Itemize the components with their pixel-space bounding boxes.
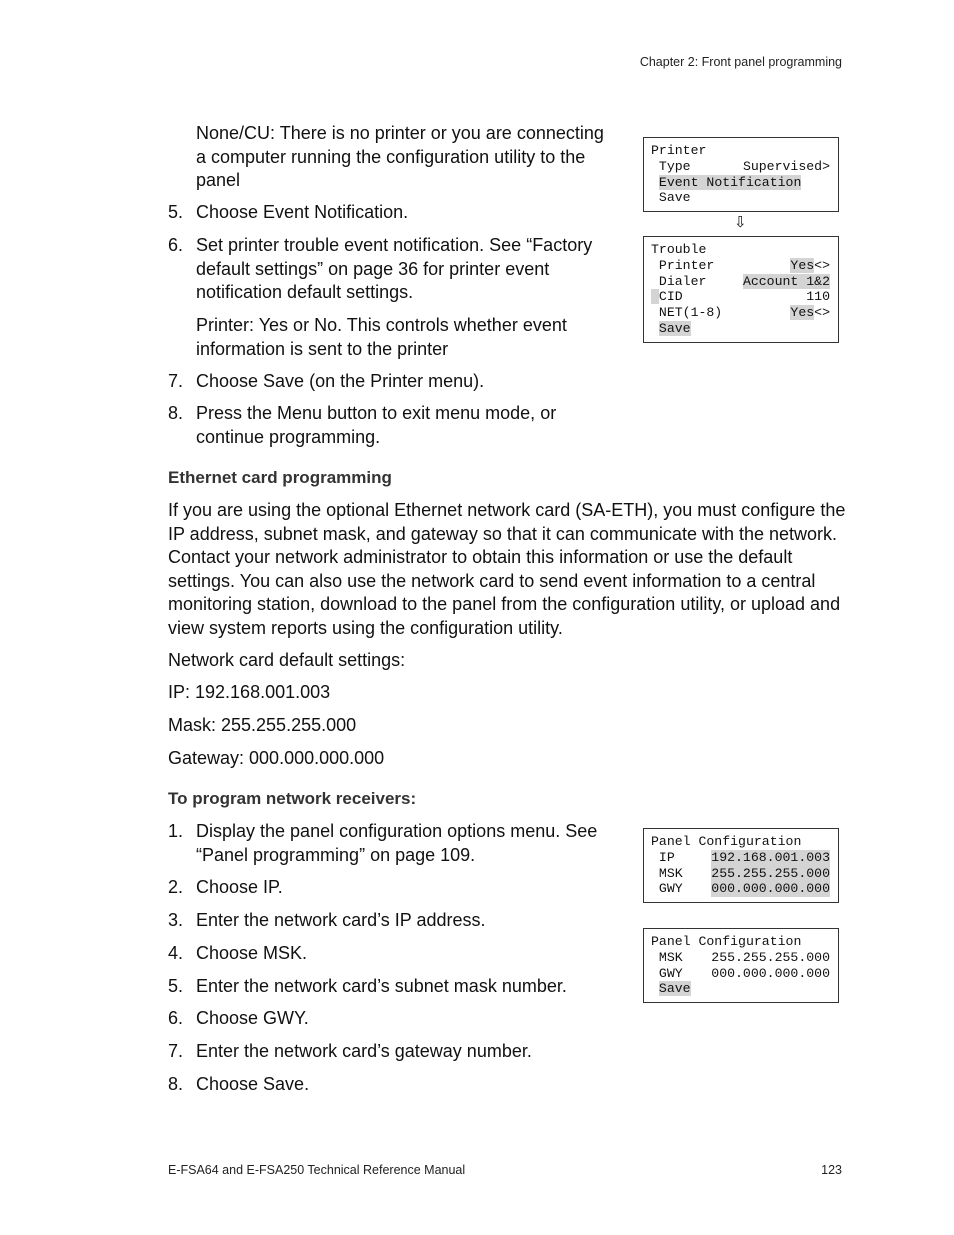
lcd-value: Supervised>: [742, 158, 830, 174]
lcd-title: Trouble: [651, 242, 707, 257]
default-mask: Mask: 255.255.255.000: [168, 715, 357, 735]
lcd-value-selected: Yes: [790, 305, 815, 321]
lcd-value: 000.000.000.000: [711, 881, 830, 897]
page-number: 123: [821, 1163, 842, 1177]
step-text: Enter the network card’s gateway number.: [196, 1041, 532, 1061]
lcd-panel-config-ip: [643, 828, 839, 903]
lcd-cursor: [651, 289, 659, 304]
lcd-label: MSK: [651, 949, 683, 965]
lcd-row-gwy: [651, 966, 830, 982]
lcd-save: Save: [658, 320, 691, 336]
lcd-row-event: [651, 175, 830, 191]
chapter-header: Chapter 2: Front panel programming: [639, 55, 842, 69]
lcd-value: 192.168.001.003: [711, 849, 830, 865]
lcd-panel-config-save: [643, 928, 839, 1003]
lcd-row-type: [651, 159, 830, 175]
lcd-label: MSK: [651, 865, 683, 881]
step-number: 8.: [168, 403, 184, 423]
list-item: [168, 975, 618, 999]
step-number: 8.: [168, 1074, 184, 1094]
lcd-label: CID: [658, 289, 683, 305]
lcd-row-msk: [651, 950, 830, 966]
list-item: [168, 201, 618, 225]
lcd-row-net: [651, 305, 830, 321]
lcd-value: Account 1&2: [742, 273, 830, 289]
lcd-row-dialer: [651, 274, 830, 290]
step-text: Display the panel configuration options menu. See “Panel programming” on page 109.: [196, 821, 598, 865]
lcd-title: Panel Configuration: [651, 934, 802, 949]
none-cu-note: None/CU: There is no printer or you are connecting a computer running the configuration utility to the panel: [196, 123, 604, 190]
step-number: 7.: [168, 371, 184, 391]
footer-manual-title: E-FSA64 and E-FSA250 Technical Reference Manual: [168, 1163, 466, 1177]
lcd-value-selected: Yes: [790, 257, 815, 273]
lcd-row-gwy: [651, 881, 830, 897]
lcd-label: IP: [651, 849, 675, 865]
lcd-label: GWY: [651, 881, 683, 897]
list-item: [168, 942, 618, 966]
receivers-heading: To program network receivers:: [168, 789, 417, 808]
list-item: [168, 370, 618, 394]
lcd-title: Printer: [651, 143, 707, 158]
default-ip: IP: 192.168.001.003: [168, 682, 331, 702]
list-item: [168, 876, 618, 900]
lcd-printer-menu: [643, 137, 839, 212]
lcd-selected-item: Event Notification: [658, 174, 802, 190]
lcd-arrows: <>: [814, 305, 830, 321]
default-gateway: Gateway: 000.000.000.000: [168, 748, 385, 768]
list-item: [168, 234, 618, 305]
step-text: Choose GWY.: [196, 1008, 309, 1028]
step-text: Press the Menu button to exit menu mode, or continue programming.: [196, 403, 557, 447]
step-number: 1.: [168, 821, 184, 841]
lcd-value: 255.255.255.000: [711, 949, 830, 965]
step-number: 6.: [168, 235, 184, 255]
printer-yes-no-note: Printer: Yes or No. This controls whether event information is sent to the printer: [196, 315, 567, 359]
lcd-row-msk: [651, 866, 830, 882]
list-item: [168, 1073, 618, 1097]
step-text: Enter the network card’s IP address.: [196, 910, 486, 930]
lcd-value: 000.000.000.000: [711, 965, 830, 981]
lcd-title: Panel Configuration: [651, 834, 802, 849]
step-number: 4.: [168, 943, 184, 963]
lcd-label: Printer: [651, 257, 715, 273]
step-number: 3.: [168, 910, 184, 930]
step-text: Choose Event Notification.: [196, 202, 409, 222]
ethernet-heading: Ethernet card programming: [168, 468, 392, 487]
list-item: [168, 1007, 618, 1031]
step-text: Enter the network card’s subnet mask number.: [196, 976, 567, 996]
step-number: 5.: [168, 976, 184, 996]
step-text: Choose IP.: [196, 877, 283, 897]
lcd-save: Save: [658, 190, 691, 206]
lcd-trouble-menu: [643, 236, 839, 343]
lcd-row-save: [651, 190, 830, 206]
lcd-label: Dialer: [651, 273, 707, 289]
list-item: [168, 820, 618, 867]
step-text: Set printer trouble event notification. See “Factory default settings” on page 36 for printer event notification default settings.: [196, 235, 593, 302]
lcd-value: [790, 258, 830, 274]
lcd-label: Type: [651, 158, 691, 174]
lcd-value: 110: [806, 289, 830, 305]
step-text: Choose MSK.: [196, 943, 308, 963]
lcd-value: 255.255.255.000: [711, 865, 830, 881]
defaults-label: Network card default settings:: [168, 650, 406, 670]
step-text: Choose Save (on the Printer menu).: [196, 371, 485, 391]
list-item: [168, 1040, 618, 1064]
step-number: 2.: [168, 877, 184, 897]
lcd-row-save: [651, 321, 830, 337]
lcd-row-save: [651, 981, 830, 997]
step-number: 5.: [168, 202, 184, 222]
lcd-save: Save: [658, 981, 691, 997]
list-item: [168, 909, 618, 933]
lcd-label: GWY: [651, 965, 683, 981]
lcd-row-cid: [651, 289, 830, 305]
ethernet-intro: If you are using the optional Ethernet network card (SA-ETH), you must configure the IP address, subnet mask, and gateway so that it can communicate with the network. Contact your network administrator to obtain this information or use the default settings. You can also use the network card to send event information to a central monitoring station, download to the panel from the configuration utility, or upload and view system reports using the configuration utility.: [168, 500, 846, 638]
step-number: 6.: [168, 1008, 184, 1028]
list-item: [168, 402, 618, 449]
lcd-value: [790, 305, 830, 321]
lcd-label: NET(1-8): [651, 305, 723, 321]
lcd-row-printer: [651, 258, 830, 274]
lcd-row-ip: [651, 850, 830, 866]
down-arrow-icon: ⇩: [734, 213, 747, 231]
step-text: Choose Save.: [196, 1074, 310, 1094]
step-number: 7.: [168, 1041, 184, 1061]
lcd-arrows: <>: [814, 257, 830, 273]
